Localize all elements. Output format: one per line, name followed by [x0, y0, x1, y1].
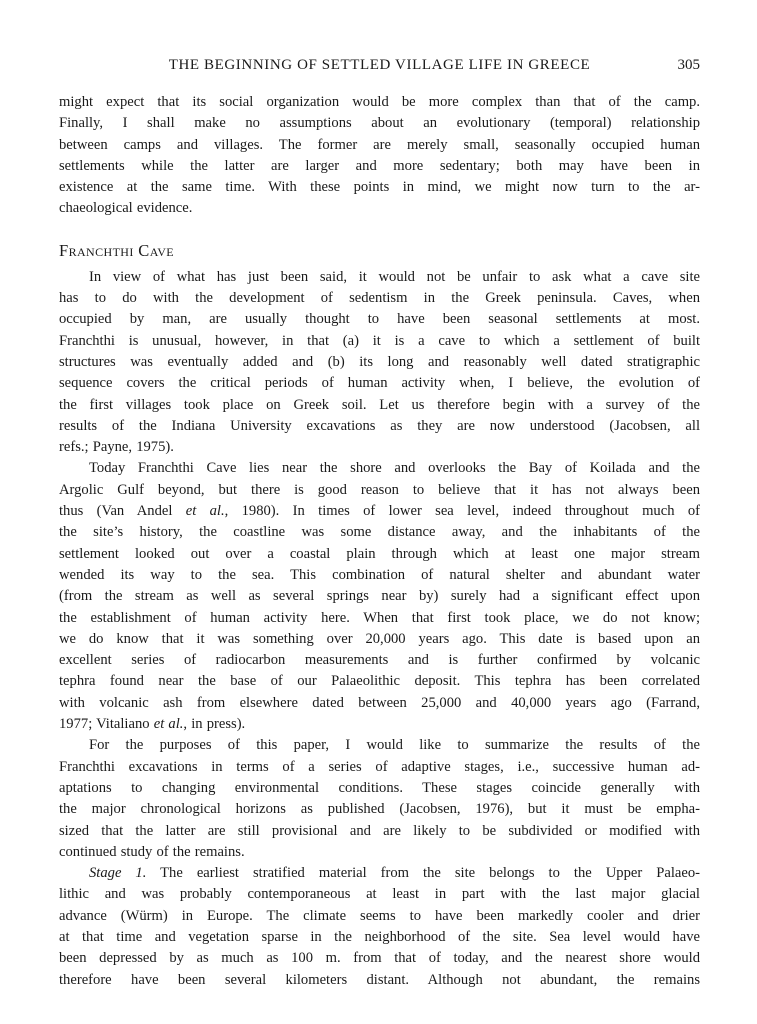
italic-text: et al.: [153, 716, 184, 733]
paragraph: [59, 863, 700, 991]
paragraph: [59, 735, 700, 863]
text-line: the major chronological horizons as published (Jacobsen, 1976), but it must be empha-: [59, 801, 700, 818]
text-line: 1977; Vitaliano et al., in press).: [59, 716, 246, 733]
text-line: For the purposes of this paper, I would like to summarize the results of the: [89, 737, 700, 754]
text-line: the first villages took place on Greek soil. Let us therefore begin with a survey of the: [59, 396, 700, 413]
text-line: between camps and villages. The former are merely small, seasonally occupied human: [59, 136, 700, 153]
text-line: In view of what has just been said, it would not be unfair to ask what a cave site: [89, 268, 700, 285]
text-line: excellent series of radiocarbon measurements and is further confirmed by volcanic: [59, 652, 700, 669]
text-line: might expect that its social organization would be more complex than that of the camp.: [59, 94, 700, 110]
text-line: sized that the latter are still provisional and are likely to be subdivided or modified with: [59, 822, 700, 839]
running-header-title: THE BEGINNING OF SETTLED VILLAGE LIFE IN GREECE: [168, 57, 591, 73]
text-line: sequence covers the critical periods of human activity when, I believe, the evolution of: [59, 375, 700, 392]
text-line: Stage 1. The earliest stratified material from the site belongs to the Upper Palaeo-: [89, 865, 700, 882]
text-line: results of the Indiana University excavations as they are now understood (Jacobsen, all: [59, 417, 700, 434]
text-line: advance (Würm) in Europe. The climate seems to have been markedly cooler and drier: [59, 907, 700, 924]
text-line: refs.; Payne, 1975).: [59, 439, 174, 456]
page-body: [59, 92, 700, 991]
text-line: wended its way to the sea. This combination of natural shelter and abundant water: [59, 566, 700, 583]
text-line: Finally, I shall make no assumptions about an evolutionary (temporal) relationship: [59, 115, 700, 132]
paragraph: [59, 267, 700, 459]
text-line: at that time and vegetation sparse in the neighborhood of the site. Sea level would have: [59, 928, 700, 945]
text-line: thus (Van Andel et al., 1980). In times of lower sea level, indeed throughout much of: [59, 503, 700, 520]
text-line: Franchthi is unusual, however, in that (a) it is a cave to which a settlement of built: [59, 332, 700, 349]
text-line: continued study of the remains.: [59, 843, 245, 860]
text-line: therefore have been several kilometers distant. Although not abundant, the remains: [59, 971, 700, 988]
italic-text: et al.: [185, 503, 225, 520]
text-line: tephra found near the base of our Palaeolithic deposit. This tephra has been correlated: [59, 673, 700, 690]
text-line: Today Franchthi Cave lies near the shore and overlooks the Bay of Koilada and the: [89, 460, 700, 477]
italic-text: Stage 1.: [89, 865, 147, 882]
paragraph: [59, 458, 700, 735]
text-line: lithic and was probably contemporaneous at least in part with the last major glacial: [59, 886, 700, 903]
page-number: 305: [677, 57, 700, 73]
text-line: settlements while the latter are larger and more sedentary; both may have been in: [59, 157, 700, 174]
text-line: existence at the same time. With these points in mind, we might now turn to the ar-: [59, 179, 700, 196]
text-line: the establishment of human activity here. When that first took place, we do not know;: [59, 609, 700, 626]
running-header: [59, 57, 700, 75]
section-heading: Franchthi Cave: [59, 240, 175, 260]
text-line: structures was eventually added and (b) its long and reasonably well dated stratigraphic: [59, 353, 700, 370]
text-line: Franchthi excavations in terms of a series of adaptive stages, i.e., successive human ad-: [59, 758, 700, 775]
paragraph: [59, 92, 700, 220]
text-line: (from the stream as well as several springs near by) surely had a significant effect upon: [59, 588, 700, 605]
text-line: the site’s history, the coastline was some distance away, and the inhabitants of the: [59, 524, 700, 541]
text-line: occupied by man, are usually thought to have been seasonal settlements at most.: [59, 311, 700, 328]
text-line: settlement looked out over a coastal plain through which at least one major stream: [59, 545, 700, 562]
text-line: has to do with the development of sedentism in the Greek peninsula. Caves, when: [59, 290, 700, 307]
text-line: chaeological evidence.: [59, 200, 193, 217]
text-line: with volcanic ash from elsewhere dated between 25,000 and 40,000 years ago (Farrand,: [59, 694, 700, 711]
text-line: Argolic Gulf beyond, but there is good reason to believe that it has not always been: [59, 481, 700, 498]
text-line: we do know that it was something over 20,000 years ago. This date is based upon an: [59, 630, 700, 647]
text-line: aptations to changing environmental conditions. These stages coincide generally with: [59, 779, 700, 796]
text-line: been depressed by as much as 100 m. from that of today, and the nearest shore would: [59, 950, 700, 967]
